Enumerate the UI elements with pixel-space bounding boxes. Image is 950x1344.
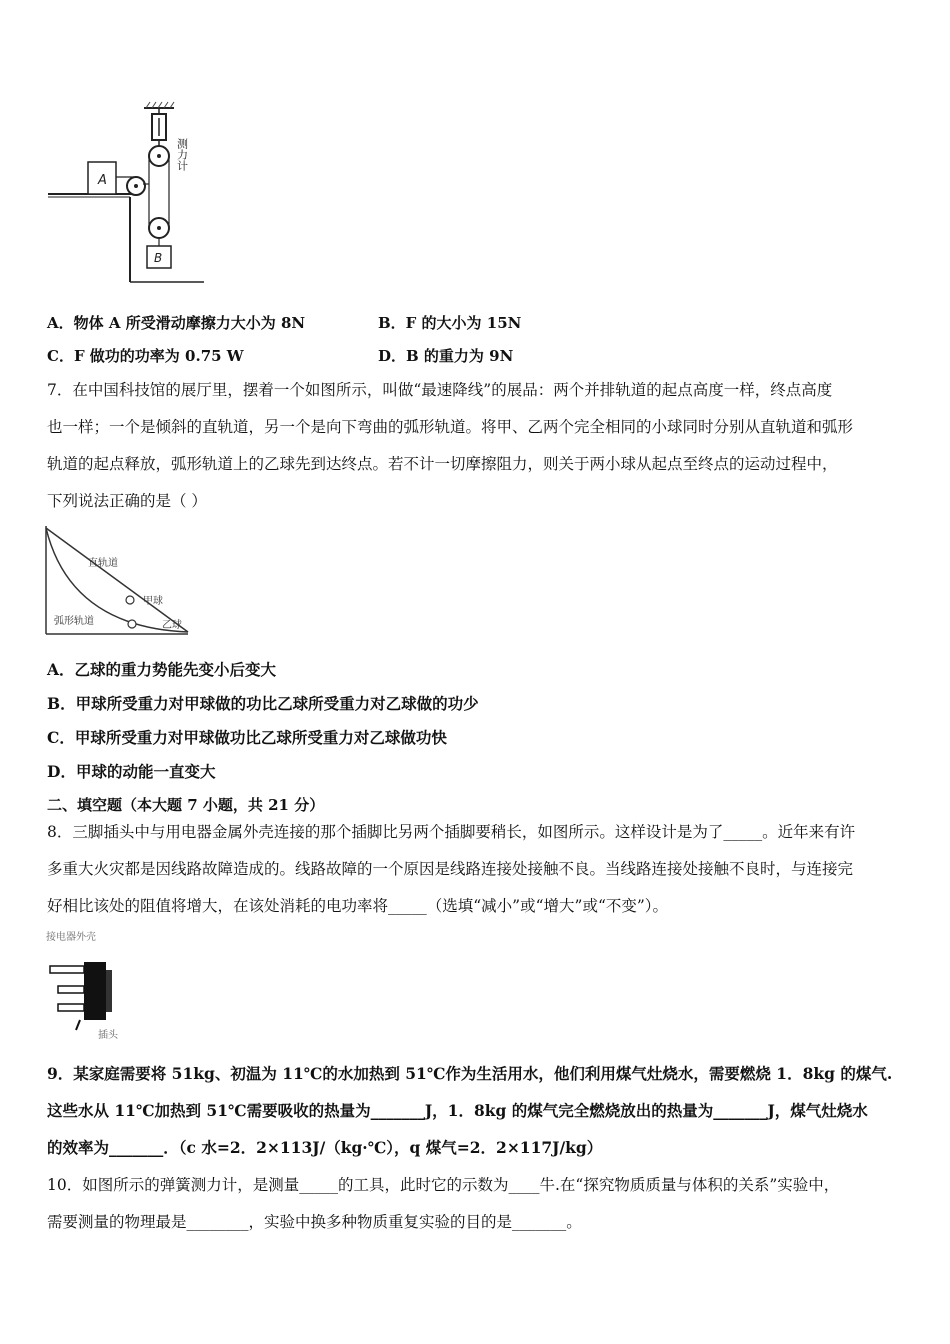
plug-bottom-label: 插头	[98, 1030, 118, 1041]
plug-top-label: 接电器外壳	[46, 932, 96, 943]
ball-jia-label: 甲球	[143, 596, 163, 607]
q8-stem-line-3: 好相比该处的阻值将增大，在该处消耗的电功率将_____（选填“减小”或“增大”或“不变”）。	[47, 897, 669, 915]
section-heading: 二、填空题（本大题 7 小题，共 21 分）	[47, 796, 325, 814]
q7-option-d: D．甲球的动能一直变大	[47, 762, 216, 781]
spring-scale-label: 测力计	[175, 138, 189, 171]
q7-option-b: B．甲球所受重力对甲球做的功比乙球所受重力对乙球做的功少	[47, 694, 479, 713]
three-pin-plug-figure	[40, 926, 140, 1041]
ball-yi-label: 乙球	[162, 620, 182, 631]
q6-option-a: A．物体 A 所受滑动摩擦力大小为 8N	[47, 314, 306, 332]
curved-track-label: 弧形轨道	[54, 616, 94, 627]
q9-stem-line-2: 这些水从 11℃加热到 51℃需要吸收的热量为_______J，1．8kg 的煤气完全燃烧放出的热量为_______J，煤气灶烧水	[47, 1101, 868, 1120]
pulley-system-figure	[44, 100, 214, 290]
q7-option-a: A．乙球的重力势能先变小后变大	[47, 660, 277, 679]
q7-stem-line-2: 也一样；一个是倾斜的直轨道，另一个是向下弯曲的弧形轨道。将甲、乙两个完全相同的小球同时分别从直轨道和弧形	[47, 418, 854, 436]
q6-option-c: C．F 做功的功率为 0.75 W	[47, 347, 244, 365]
brachistochrone-figure	[40, 522, 200, 642]
straight-track-label: 直轨道	[88, 558, 118, 569]
block-a-label: A	[98, 173, 107, 188]
q10-stem-line-1: 10．如图所示的弹簧测力计，是测量_____的工具，此时它的示数为____牛.在“探究物质质量与体积的关系”实验中，	[47, 1176, 840, 1194]
q8-stem-line-1: 8．三脚插头中与用电器金属外壳连接的那个插脚比另两个插脚要稍长，如图所示。这样设计是为了_____。近年来有许	[47, 823, 856, 841]
q6-option-d: D．B 的重力为 9N	[378, 347, 514, 365]
q7-stem-line-3: 轨道的起点释放，弧形轨道上的乙球先到达终点。若不计一切摩擦阻力，则关于两小球从起点至终点的运动过程中，	[47, 455, 838, 473]
q9-stem-line-1: 9．某家庭需要将 51kg、初温为 11℃的水加热到 51℃作为生活用水，他们利用煤气灶烧水，需要燃烧 1．8kg 的煤气.	[47, 1064, 893, 1083]
q10-stem-line-2: 需要测量的物理最是________，实验中换多种物质重复实验的目的是_______。	[47, 1213, 582, 1231]
q7-stem-line-1: 7．在中国科技馆的展厅里，摆着一个如图所示，叫做“最速降线”的展品：两个并排轨道的起点高度一样，终点高度	[47, 381, 833, 399]
q9-stem-line-3: 的效率为_______．（c 水=2．2×113J/（kg·℃），q 煤气=2．2×117J/kg）	[47, 1138, 603, 1157]
q6-option-b: B．F 的大小为 15N	[378, 314, 522, 332]
q7-stem-line-4: 下列说法正确的是（ ）	[47, 492, 207, 510]
q7-option-c: C．甲球所受重力对甲球做功比乙球所受重力对乙球做功快	[47, 728, 447, 747]
q8-stem-line-2: 多重大火灾都是因线路故障造成的。线路故障的一个原因是线路连接处接触不良。当线路连接处接触不良时，与连接完	[47, 860, 854, 878]
block-b-label: B	[154, 251, 163, 265]
